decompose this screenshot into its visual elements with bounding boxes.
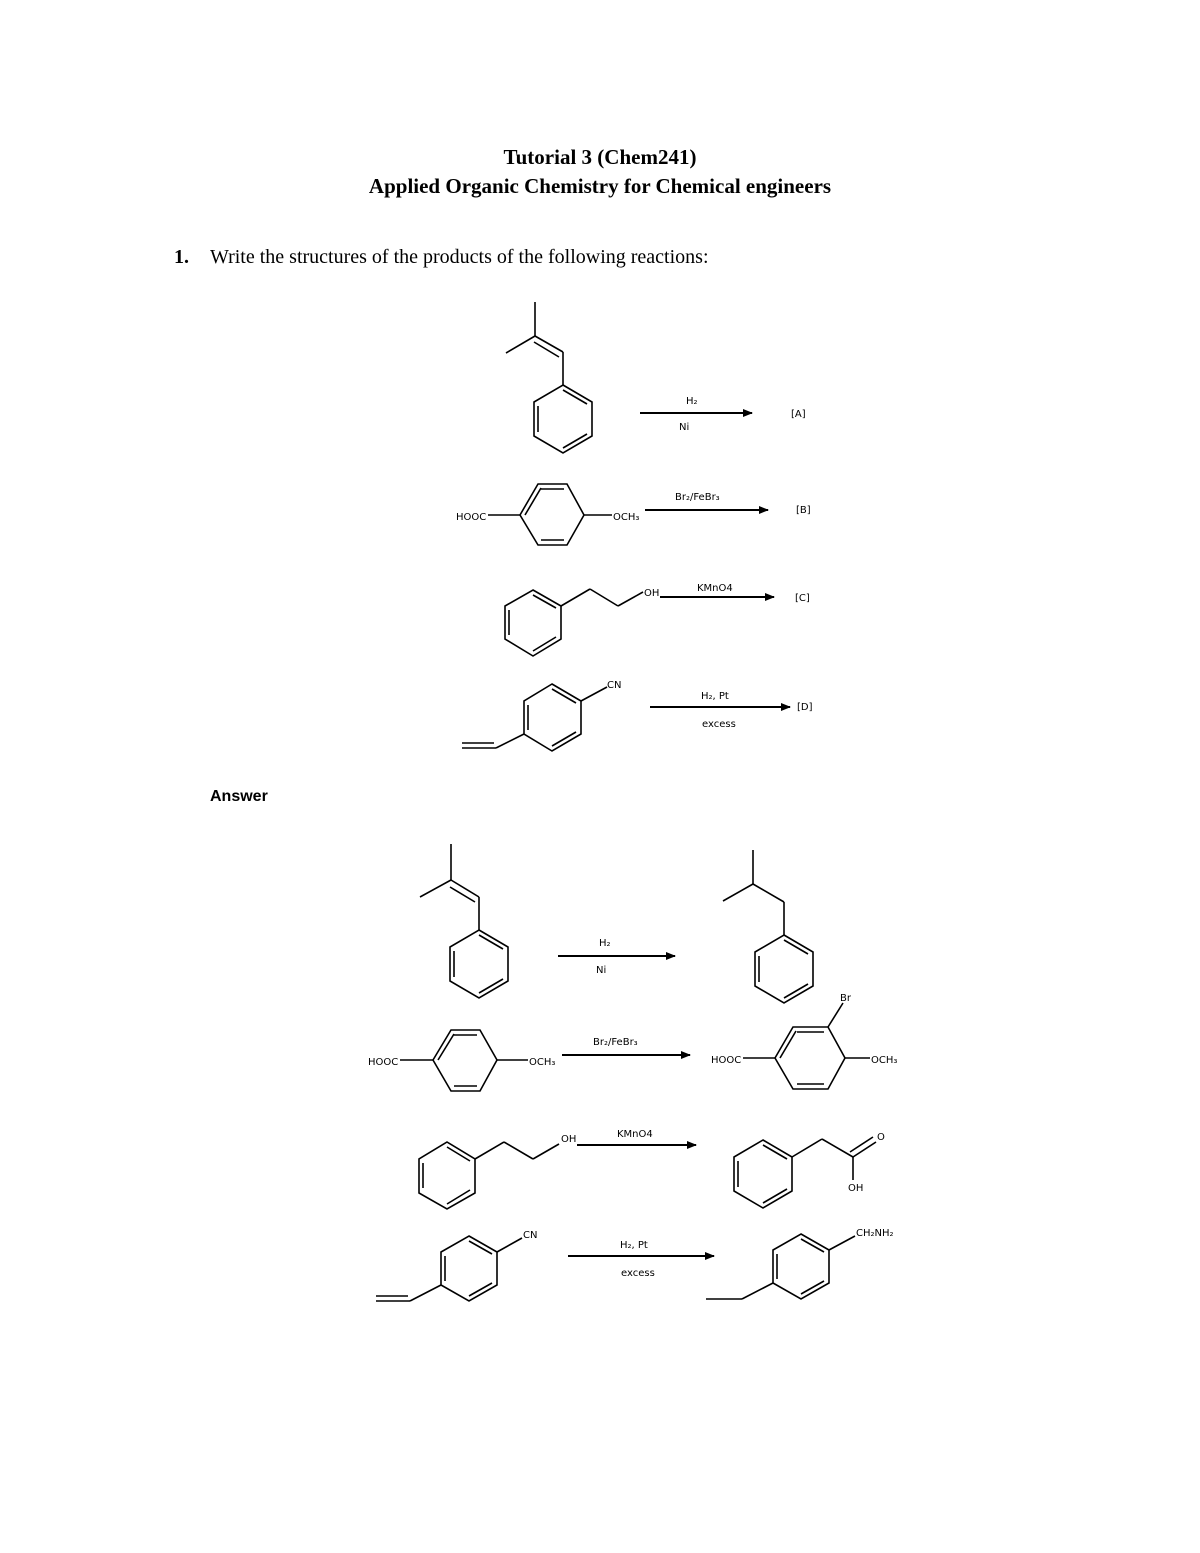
substituent-oh: OH [561,1134,577,1145]
answer-reaction-2 [368,993,897,1091]
question-text: Write the structures of the products of the following reactions: [210,246,709,268]
product-isobutylbenzene [723,850,813,1003]
benzene-ring [441,1236,497,1301]
reagent-bottom: excess [621,1268,655,1279]
substituent-oh: OH [644,588,660,599]
tutorial-title: Tutorial 3 (Chem241) [503,145,697,169]
answer-heading: Answer [210,788,268,805]
benzene-ring [505,590,561,656]
reagent-bottom: excess [702,719,736,730]
substituent-right: OCH₃ [529,1057,556,1068]
benzene-ring [524,684,581,751]
substituent-cn: CN [523,1230,538,1241]
reagent-top: KMnO4 [617,1129,653,1140]
benzene-ring [433,1030,497,1091]
reaction-4 [462,680,813,751]
product-label: [A] [791,409,806,420]
product-label: [D] [797,702,813,713]
substituent-left: HOOC [368,1057,399,1068]
benzene-ring [450,930,508,998]
product-bromo-methoxybenzoic-acid [743,1003,870,1089]
reagent-top: Br₂/FeBr₃ [675,492,720,503]
substituent-cn: CN [607,680,622,691]
reaction-1 [506,302,806,453]
product-substituent-right: OCH₃ [871,1055,898,1066]
benzene-ring [534,385,592,453]
reagent-top: H₂ [599,938,611,949]
product-carbonyl-o: O [877,1132,885,1143]
product-ethylbenzylamine [706,1234,855,1299]
product-label: [C] [795,593,810,604]
reagent-top: KMnO4 [697,583,733,594]
product-hydroxyl: OH [848,1183,864,1194]
reaction-2 [456,484,811,545]
product-substituent: CH₂NH₂ [856,1228,894,1239]
product-bromine: Br [840,993,851,1004]
substituent-left: HOOC [456,512,487,523]
product-label: [B] [796,505,811,516]
answer-reaction-1 [420,844,813,1003]
answer-reaction-4 [376,1228,894,1301]
benzene-ring [419,1142,475,1209]
reagent-top: H₂, Pt [620,1240,648,1251]
course-title: Applied Organic Chemistry for Chemical engineers [368,174,832,198]
benzene-ring [520,484,584,545]
product-phenylacetic-acid [734,1137,876,1208]
reagent-top: H₂, Pt [701,691,729,702]
product-substituent-left: HOOC [711,1055,742,1066]
reagent-top: H₂ [686,396,698,407]
substituent-right: OCH₃ [613,512,640,523]
reagent-bottom: Ni [679,422,690,433]
reagent-top: Br₂/FeBr₃ [593,1037,638,1048]
reagent-bottom: Ni [596,965,607,976]
answer-reaction-3 [419,1129,885,1209]
reaction-3 [505,583,810,656]
question-number: 1. [174,246,189,268]
